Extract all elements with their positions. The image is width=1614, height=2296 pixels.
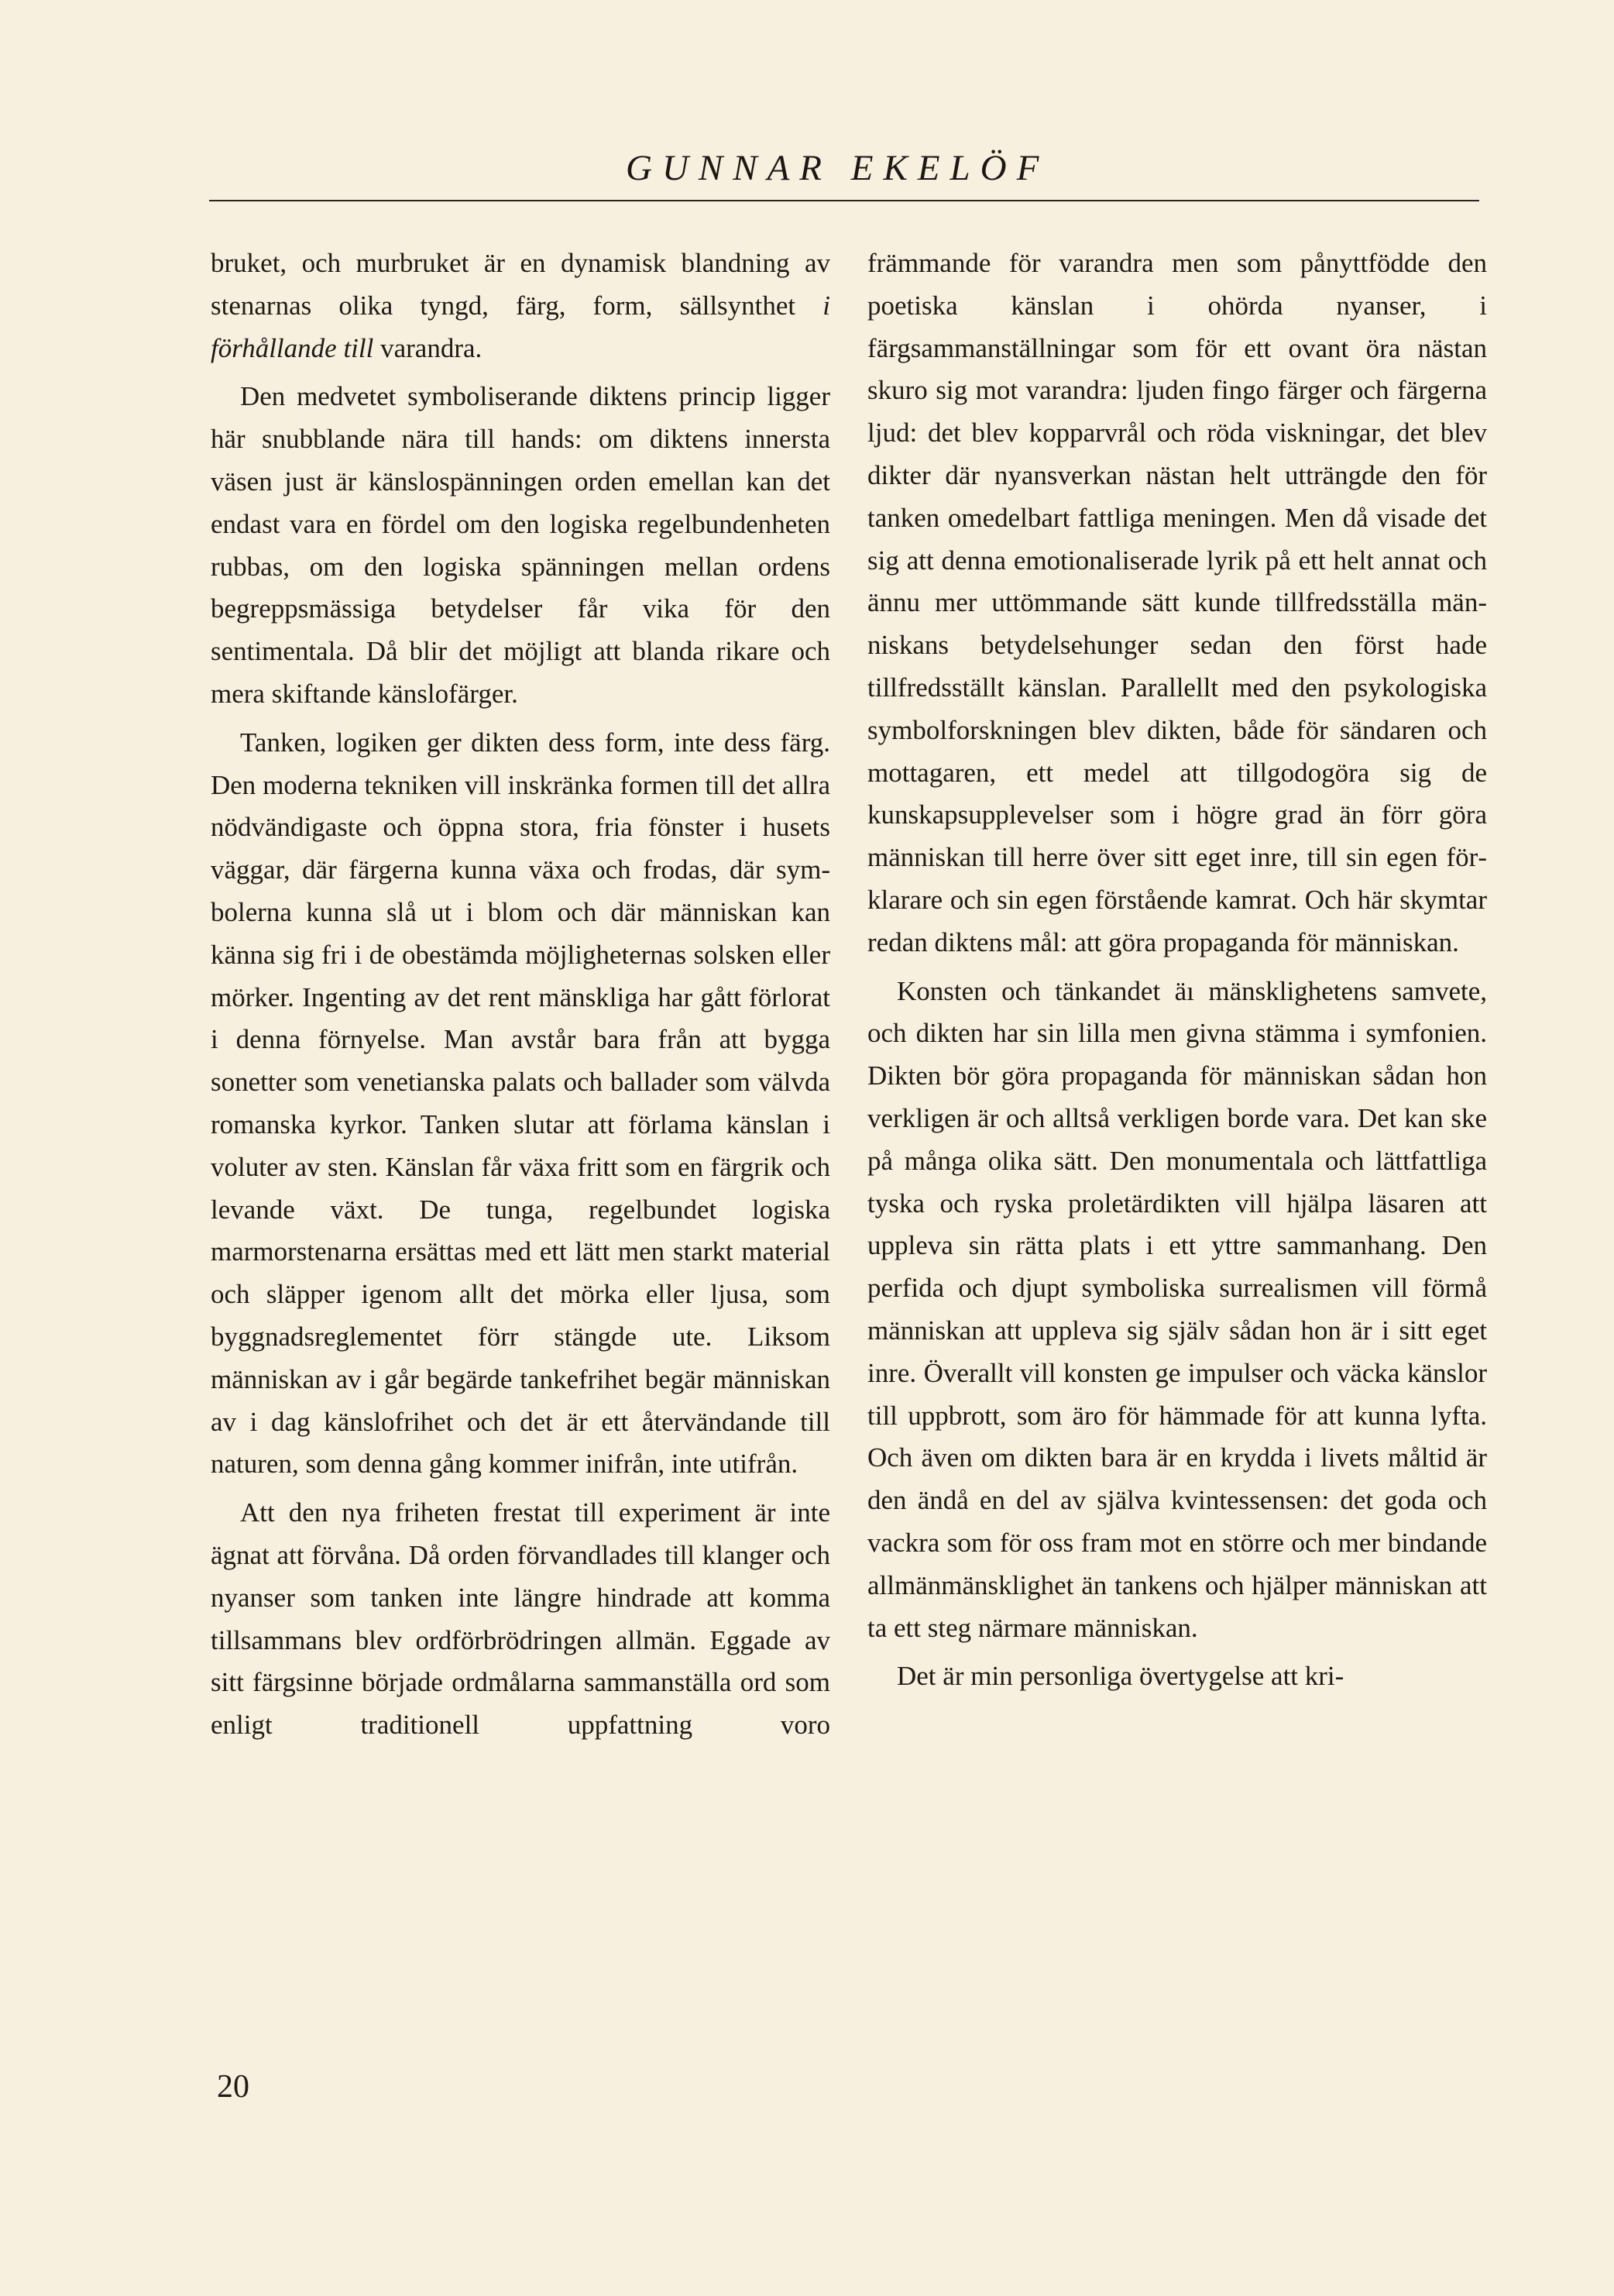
left-column xyxy=(211,242,830,1753)
right-column xyxy=(867,242,1487,1704)
paragraph-5: främmande för varandra men som pånyttfödde den poetiska känslan i ohörda nyanser, i färgsammanställningar som för ett ovant öra nästan skuro sig mot varandra: ljuden fingo färger och färgerna ljud: det blev kopparvrål och röda viskningar, det blev dikter där nyansverkan nästan helt utträngde den för tanken omedelbart fattliga meningen. Men då visade det sig att denna emotionaliserade lyrik på ett helt annat och ännu mer uttömmande sätt kunde tillfredsställa människans betydelsehunger sedan den först hade tillfredsställt känslan. Parallellt med den psykologiska symbolforskningen blev dikten, både för sändaren och mottagaren, ett medel att tillgodogöra sig de kunskapsupplevelser som i högre grad än förr göra människan till herre över sitt eget inre, till sin egen förklarare och sin egen förstående kamrat. Och här skymtar redan diktens mål: att göra propaganda för människan. xyxy=(867,248,1487,957)
paragraph-4: Att den nya friheten frestat till experiment är inte ägnat att förvåna. Då orden förvandlades till klanger och nyanser som tanken inte längre hindrade att komma tillsammans blev ordförbrödringen allmän. Eggade av sitt färgsinne började ordmålarna sammanställa ord som enligt traditionell uppfattning voro xyxy=(211,1497,830,1741)
paragraph-7: Det är min personliga övertygelse att kri- xyxy=(897,1661,1344,1692)
paragraph-2: Den medvetet symboliserande diktens princip ligger här snubblande nära till hands: om diktens innersta väsen just är känslospänningen orden emellan kan det endast vara en fördel om den logiska regelbundenheten rubbas, om den logiska spänningen mellan ordens begreppsmässiga betydelser får vika för den sentimentala. Då blir det möjligt att blanda rikare och mera skiftande känslofärger. xyxy=(211,381,830,709)
paragraph-3: Tanken, logiken ger dikten dess form, inte dess färg. Den moderna tekniken vill inskränka formen till det allra nödvändigaste och öppna stora, fria fönster i husets väggar, där färgerna kunna växa och frodas, där symbolerna kunna slå ut i blom och där människan kan känna sig fri i de obestämda möjligheternas solsken eller mörker. Ingenting av det rent mänskliga har gått förlorat i denna förnyelse. Man avstår bara från att bygga sonetter som venetianska palats och ballader som välvda romanska kyrkor. Tanken slutar att förlama känslan i voluter av sten. Känslan får växa fritt som en färgrik och levande växt. De tunga, regelbundet logiska marmorstenarna ersättas med ett lätt men starkt material och släpper igenom allt det mörka eller ljusa, som byggnadsreglementet förr stängde ute. Liksom människan av i går begärde tankefrihet begär människan av i dag känslofrihet och det är ett återvändande till naturen, som denna gång kommer inifrån, inte utifrån. xyxy=(211,727,830,1480)
paragraph-1 xyxy=(211,242,830,369)
paragraph-1-text-a: bruket, och murbruket är en dynamisk blandning av stenarnas olika tyngd, färg, form, sällsynthet xyxy=(211,248,830,321)
running-header: GUNNAR EKELÖF xyxy=(626,148,1049,188)
paragraph-1-text-b: varandra. xyxy=(373,332,482,363)
paragraph-6: Konsten och tänkandet äı mänsklighetens samvete, och dikten har sin lilla men givna stämma i symfonien. Dikten bör göra propaganda för människan sådan hon verkligen är och alltså verkligen borde vara. Det kan ske på många olika sätt. Den monumentala och lättfattliga tyska och ryska proletärdikten vill hjälpa läsaren att uppleva sin rätta plats i ett yttre sammanhang. Den perfida och djupt symboliska surrealismen vill förmå människan att uppleva sig själv sådan hon är i sitt eget inre. Överallt vill konsten ge impulser och väcka känslor till uppbrott, som äro för hämmade för att kunna lyfta. Och även om dikten bara är en krydda i livets måltid är den ändå en del av själva kvintessensen: det goda och vackra som för oss fram mot en större och mer bindande allmänmänsklighet än tankens och hjälper människan att ta ett steg närmare människan. xyxy=(867,975,1487,1643)
page-number: 20 xyxy=(217,2069,249,2105)
header-rule xyxy=(209,200,1479,201)
emphasis-text: i förhållande till xyxy=(211,290,830,363)
